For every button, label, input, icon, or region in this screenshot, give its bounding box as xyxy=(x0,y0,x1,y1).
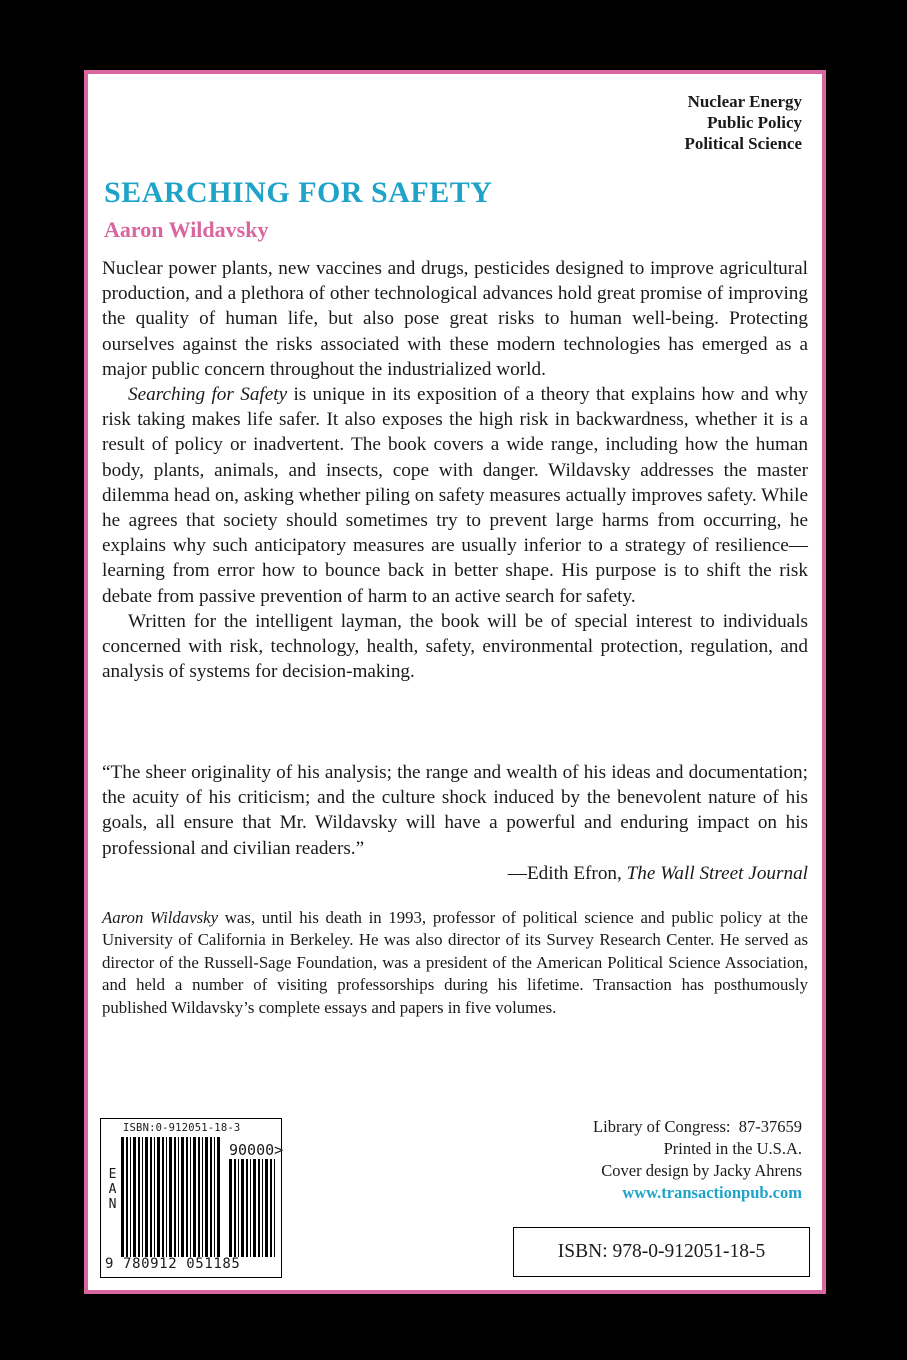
barcode-bar xyxy=(145,1137,148,1257)
barcode-bar xyxy=(138,1137,140,1257)
barcode-bar xyxy=(178,1137,179,1257)
category-item: Public Policy xyxy=(707,113,802,132)
barcode-bar xyxy=(133,1137,136,1257)
subject-categories xyxy=(684,91,802,154)
barcode xyxy=(100,1118,282,1278)
barcode-bar xyxy=(274,1159,275,1257)
barcode-bar xyxy=(250,1159,251,1257)
publication-info xyxy=(593,1116,802,1204)
barcode-bar xyxy=(246,1159,248,1257)
description-paragraph: Nuclear power plants, new vaccines and drugs, pesticides designed to improve agricultural production, and a plethora of other technological advances hold great promise of improving the quality of human life, but also pose great risks to human well-being. Protecting ourselves against the risks associated with these modern technologies has emerged as a major public concern throughout the industrialized world. xyxy=(102,258,808,380)
barcode-bar xyxy=(214,1137,215,1257)
quote-attribution xyxy=(102,861,808,886)
book-description xyxy=(102,256,808,684)
bio-name: Aaron Wildavsky xyxy=(102,908,219,927)
barcode-bar xyxy=(142,1137,143,1257)
book-author: Aaron Wildavsky xyxy=(104,217,269,242)
category-item: Nuclear Energy xyxy=(687,92,802,111)
cover-design-credit: Cover design by Jacky Ahrens xyxy=(601,1161,802,1180)
barcode-bar xyxy=(202,1137,203,1257)
ean-label xyxy=(104,1167,118,1217)
author-bio xyxy=(102,907,808,1019)
barcode-bar xyxy=(198,1137,200,1257)
book-back-cover xyxy=(84,70,826,1294)
barcode-bar xyxy=(217,1137,220,1257)
barcode-bar xyxy=(265,1159,268,1257)
barcode-supplement-bars-icon xyxy=(229,1159,277,1257)
review-quote xyxy=(102,760,808,886)
barcode-bar xyxy=(241,1159,244,1257)
quote-text: “The sheer originality of his analysis; the range and wealth of his ideas and documentation; the acuity of his criticism; and the culture shock induced by the benevolent nature of his goals, all ensure that Mr. Wildavsky will have a powerful and enduring impact on his professional and civilian readers.” xyxy=(102,762,808,859)
barcode-bar xyxy=(130,1137,131,1257)
category-item: Political Science xyxy=(684,134,802,153)
description-paragraph xyxy=(102,382,808,609)
barcode-bar xyxy=(162,1137,164,1257)
quote-attribution-name: —Edith Efron, xyxy=(507,862,627,884)
barcode-supplement: 90000> xyxy=(229,1141,284,1159)
description-text: is unique in its exposition of a theory that explains how and why risk taking makes life safer. It also exposes the high risk in backwardness, whether it is a result of policy or inadvertent. The book covers a wide range, including how the human body, plants, animals, and insects, cope with danger. Wildavsky addresses the master dilemma head on, asking whether piling on safety measures actually improves safety. While he agrees that society should sometimes try to prevent large harms from occurring, he explains why such anticipatory measures are usually inferior to a strategy of resilience—learning from error how to bounce back in better shape. His purpose is to shift the risk debate from passive prevention of harm to an active search for safety. xyxy=(102,384,809,607)
title-reference: Searching for Safety xyxy=(128,384,288,406)
library-of-congress: Library of Congress: 87-37659 xyxy=(593,1117,802,1136)
barcode-bar xyxy=(157,1137,160,1257)
barcode-isbn-text: ISBN:0-912051-18-3 xyxy=(123,1122,241,1134)
barcode-bar xyxy=(229,1159,232,1257)
publisher-website-link[interactable]: www.transactionpub.com xyxy=(622,1183,802,1202)
book-title: SEARCHING FOR SAFETY xyxy=(104,176,493,209)
barcode-bar xyxy=(253,1159,256,1257)
barcode-bar xyxy=(258,1159,260,1257)
quote-source: The Wall Street Journal xyxy=(626,862,808,884)
isbn-box: ISBN: 978-0-912051-18-5 xyxy=(513,1227,810,1277)
barcode-bar xyxy=(186,1137,188,1257)
barcode-bar xyxy=(126,1137,128,1257)
barcode-bar xyxy=(270,1159,272,1257)
barcode-bar xyxy=(181,1137,184,1257)
bio-text: was, until his death in 1993, professor of political science and public policy at the University of California in Berkeley. He was also director of its Survey Research Center. He served as director of the Russell-Sage Foundation, was a president of the American Political Science Association, and held a number of visiting professorships during his lifetime. Transaction has posthumously published Wildavsky’s complete essays and papers in five volumes. xyxy=(102,908,809,1017)
printed-in: Printed in the U.S.A. xyxy=(663,1139,802,1158)
barcode-bar xyxy=(154,1137,155,1257)
ean-digits: 9 780912 051185 xyxy=(105,1256,241,1272)
description-paragraph: Written for the intelligent layman, the book will be of special interest to individuals concerned with risk, technology, health, safety, environmental protection, regulation, and analysis of systems for decision-making. xyxy=(102,610,808,683)
barcode-bar xyxy=(121,1137,124,1257)
barcode-bar xyxy=(150,1137,152,1257)
barcode-bar xyxy=(166,1137,167,1257)
barcode-bar xyxy=(169,1137,172,1257)
barcode-bar xyxy=(174,1137,176,1257)
barcode-bar xyxy=(190,1137,191,1257)
barcode-bar xyxy=(234,1159,236,1257)
barcode-bar xyxy=(262,1159,263,1257)
barcode-bars-icon xyxy=(121,1137,221,1257)
barcode-bar xyxy=(193,1137,196,1257)
barcode-bar xyxy=(210,1137,212,1257)
ean-label-text: EAN xyxy=(105,1167,120,1212)
barcode-bar xyxy=(205,1137,208,1257)
barcode-bar xyxy=(238,1159,239,1257)
